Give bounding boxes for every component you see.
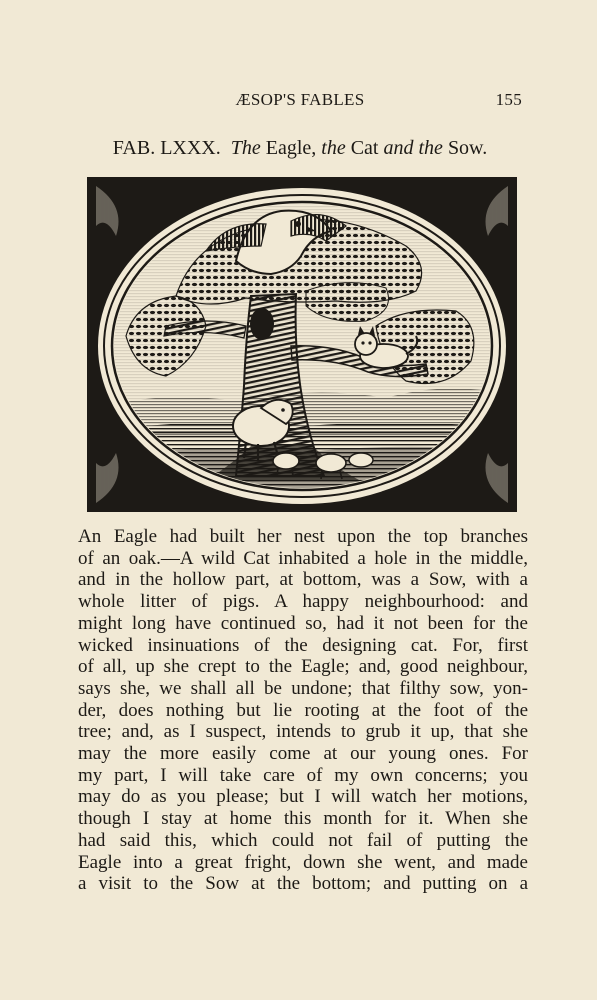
text-line: of all, up she crept to the Eagle; and, good neighbour, [78,656,528,678]
title-word: Eagle, [265,137,317,159]
text-line: tree; and, as I suspect, intends to grub it up, that she [78,721,528,743]
page-number: 155 [495,90,522,109]
text-line: a visit to the Sow at the bottom; and putting on a [78,873,528,895]
eagle-cat-sow-woodcut-icon [86,176,518,513]
fable-title [78,137,522,160]
running-title: ÆSOP'S FABLES [235,90,365,109]
text-line: may the more easily come at our young ones. For [78,743,528,765]
text-line: An Eagle had built her nest upon the top branches [78,526,528,547]
text-line: may do as you please; but I will watch her motions, [78,786,528,808]
text-line: my part, I will take care of my own concerns; you [78,764,528,786]
text-line: of an oak.—A wild Cat inhabited a hole in the middle, [78,547,528,569]
text-line: Eagle into a great fright, down she went, and made [78,851,528,873]
text-line: and in the hollow part, at bottom, was a Sow, with a [78,569,528,591]
title-word: and [383,137,414,159]
text-line: der, does nothing but lie rooting at the foot of the [78,699,528,721]
text-line: had said this, which could not fail of putting the [78,829,528,851]
title-word: Sow. [447,137,488,159]
text-line: says she, we shall all be undone; that filthy sow, yon- [78,677,528,699]
running-header [78,90,522,114]
title-word: the [418,137,443,159]
text-line: whole litter of pigs. A happy neighbourhood: and [78,591,528,613]
text-line: wicked insinuations of the designing cat. For, first [78,634,528,656]
fable-body [78,526,528,895]
title-word: the [321,137,346,159]
fable-number: FAB. LXXX. [112,137,221,159]
text-line: might long have continued so, had it not been for the [78,612,528,634]
text-line: though I stay at home this month for it. When she [78,808,528,830]
title-word: The [230,137,261,159]
title-word: Cat [350,137,379,159]
